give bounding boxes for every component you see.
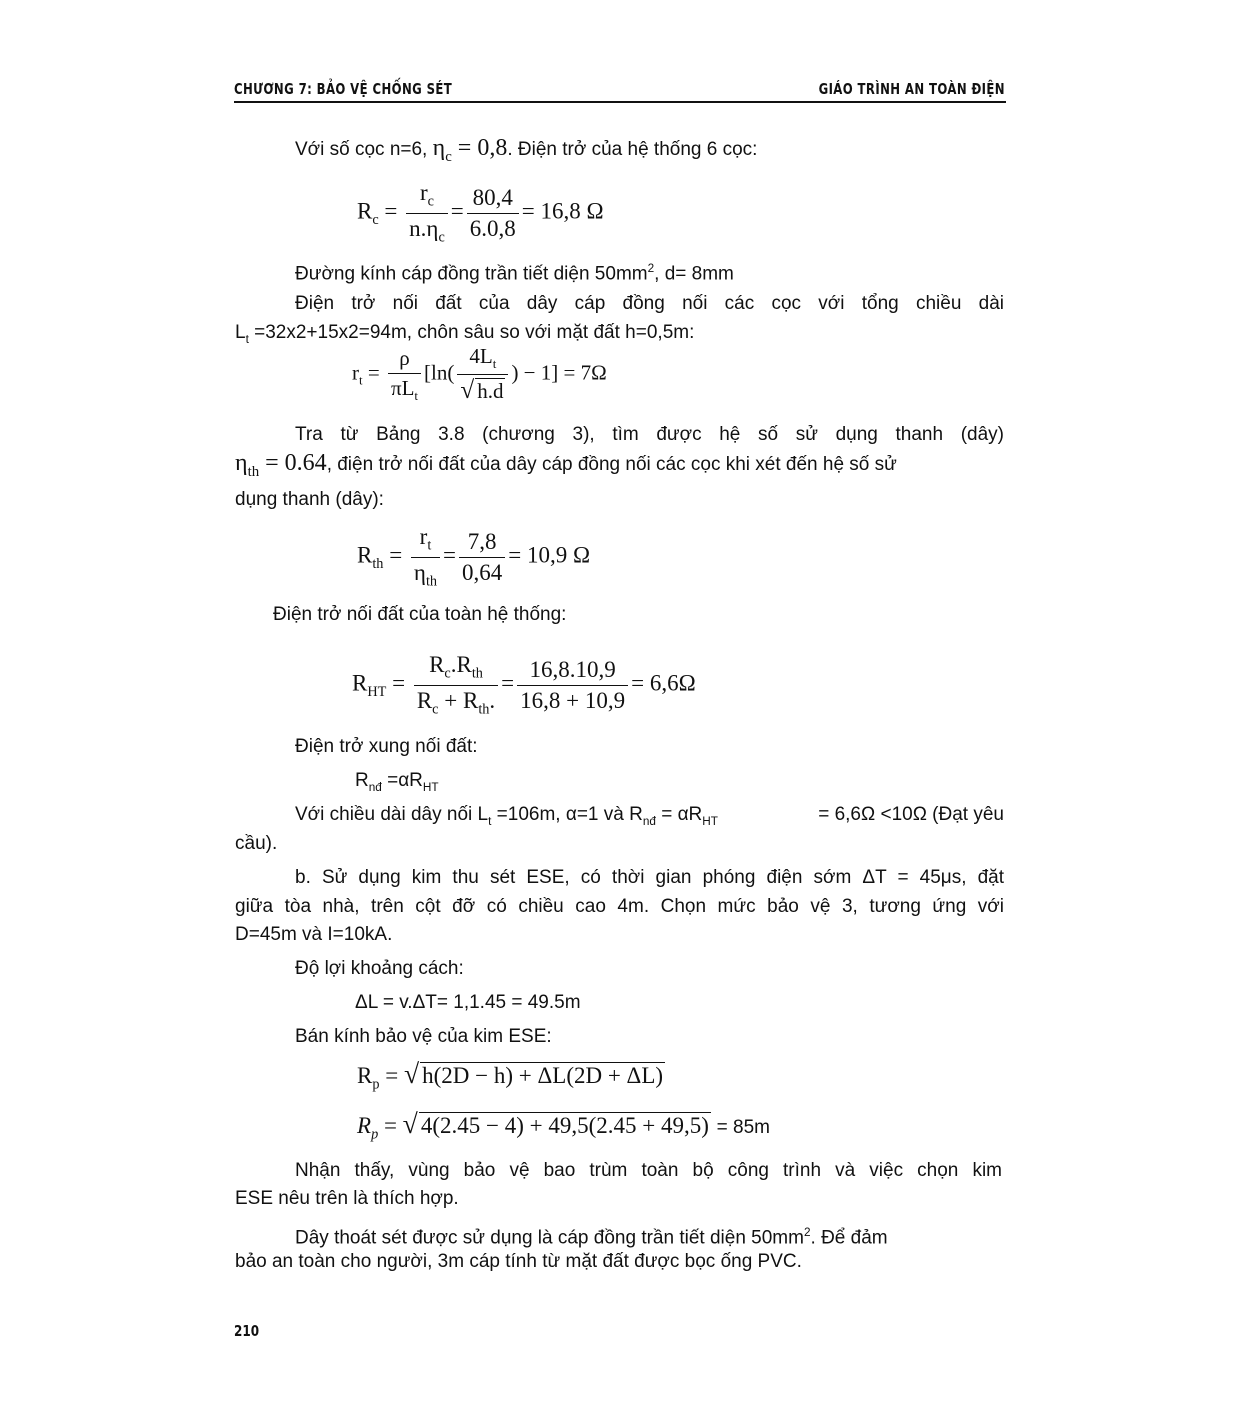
equation-rp-numeric: $R_p$ = √ 4(2.45 − 4) + 49,5(2.45 + 49,5) = 85m bbox=[357, 1108, 770, 1143]
paragraph-ese-line3: D=45m và I=10kA. bbox=[235, 924, 393, 945]
formula-rnd: $R_{nđ} =\alpha R_{HT}$ bbox=[355, 770, 439, 794]
paragraph-down-conductor-line2: bảo an toàn cho người, 3m cáp tính từ mặt đất được bọc ống PVC. bbox=[235, 1251, 802, 1272]
paragraph-utilization-line2: $\eta_{th} = 0.64$, điện trở nối đất của dây cáp đồng nối các cọc khi xét đến hệ số sử bbox=[235, 450, 897, 480]
equation-rc: $R_c$ = $\frac{r_c}{n.\eta_c}$ = $\frac{80,4}{6.0,8}$ = 16,8 Ω bbox=[357, 180, 604, 246]
equation-rth: $R_{th}$ = $\frac{r_t}{\eta_{th}}$ = $\frac{7,8}{0,64}$ = 10,9 Ω bbox=[357, 524, 591, 590]
paragraph-ese-line2: giữa tòa nhà, trên cột đỡ có chiều cao 4m. Chọn mức bảo vệ 3, tương ứng với bbox=[235, 896, 1004, 917]
formula-delta-l: ΔL = v.ΔT= 1,1.45 = 49.5m bbox=[355, 992, 581, 1013]
paragraph-total-resistance: Điện trở nối đất của toàn hệ thống: bbox=[273, 604, 567, 625]
paragraph-utilization-line1: Tra từ Bảng 3.8 (chương 3), tìm được hệ số sử dụng thanh (dây) bbox=[295, 424, 1004, 445]
paragraph-ese-line1: b. Sử dụng kim thu sét ESE, có thời gian phóng điện sớm ΔT = 45μs, đặt bbox=[295, 867, 1004, 888]
paragraph-pile-count: Với số cọc n=6, $\eta_c = 0,8$. Điện trở của hệ thống 6 cọc: bbox=[295, 135, 758, 165]
paragraph-cable-resistance-line2: $L_t =32x2+15x2=94m$, chôn sâu so với mặt đất h=0,5m: bbox=[235, 322, 695, 346]
paragraph-protection-radius: Bán kính bảo vệ của kim ESE: bbox=[295, 1026, 552, 1047]
paragraph-distance-gain: Độ lợi khoảng cách: bbox=[295, 958, 464, 979]
paragraph-impulse-resistance: Điện trở xung nối đất: bbox=[295, 736, 478, 757]
paragraph-check-line1: Với chiều dài dây nối $L_t =106m$, α=1 và $R_{nđ} = \alpha R_{HT}$ = 6,6Ω <10Ω (Đạt yêu bbox=[295, 804, 1004, 828]
paragraph-utilization-line3: dụng thanh (dây): bbox=[235, 489, 384, 510]
paragraph-cable-diameter: Đường kính cáp đồng trần tiết diện $50mm^2$, d= 8mm bbox=[295, 262, 734, 285]
header-rule bbox=[234, 101, 1006, 103]
equation-rt: $r_t$ = $\frac{\rho}{\pi L_t}$ [ln( $\frac{4L_t}{√ h.d}$ ) − 1] = 7Ω bbox=[352, 344, 607, 405]
page-number: 210 bbox=[234, 1322, 260, 1340]
equation-rht: $R_{HT}$ = $\frac{R_c.R_{th}}{R_c + R_{th}.}$ = $\frac{16,8.10,9}{16,8 + 10,9}$ = 6,6Ω bbox=[352, 652, 696, 718]
chapter-header: CHƯƠNG 7: BẢO VỆ CHỐNG SÉT bbox=[234, 80, 453, 98]
paragraph-cable-resistance-line1: Điện trở nối đất của dây cáp đồng nối các cọc với tổng chiều dài bbox=[295, 293, 1004, 314]
paragraph-conclusion-line2: ESE nêu trên là thích hợp. bbox=[235, 1188, 459, 1209]
paragraph-conclusion-line1: Nhận thấy, vùng bảo vệ bao trùm toàn bộ công trình và việc chọn kim bbox=[295, 1160, 1002, 1181]
paragraph-down-conductor-line1: Dây thoát sét được sử dụng là cáp đồng trần tiết diện $50mm^2$. Để đảm bbox=[295, 1226, 888, 1249]
paragraph-check-line2: cầu). bbox=[235, 833, 278, 854]
book-title-header: GIÁO TRÌNH AN TOÀN ĐIỆN bbox=[818, 80, 1005, 98]
equation-rp-general: $R_p$ = √ h(2D − h) + ΔL(2D + ΔL) bbox=[357, 1058, 664, 1093]
